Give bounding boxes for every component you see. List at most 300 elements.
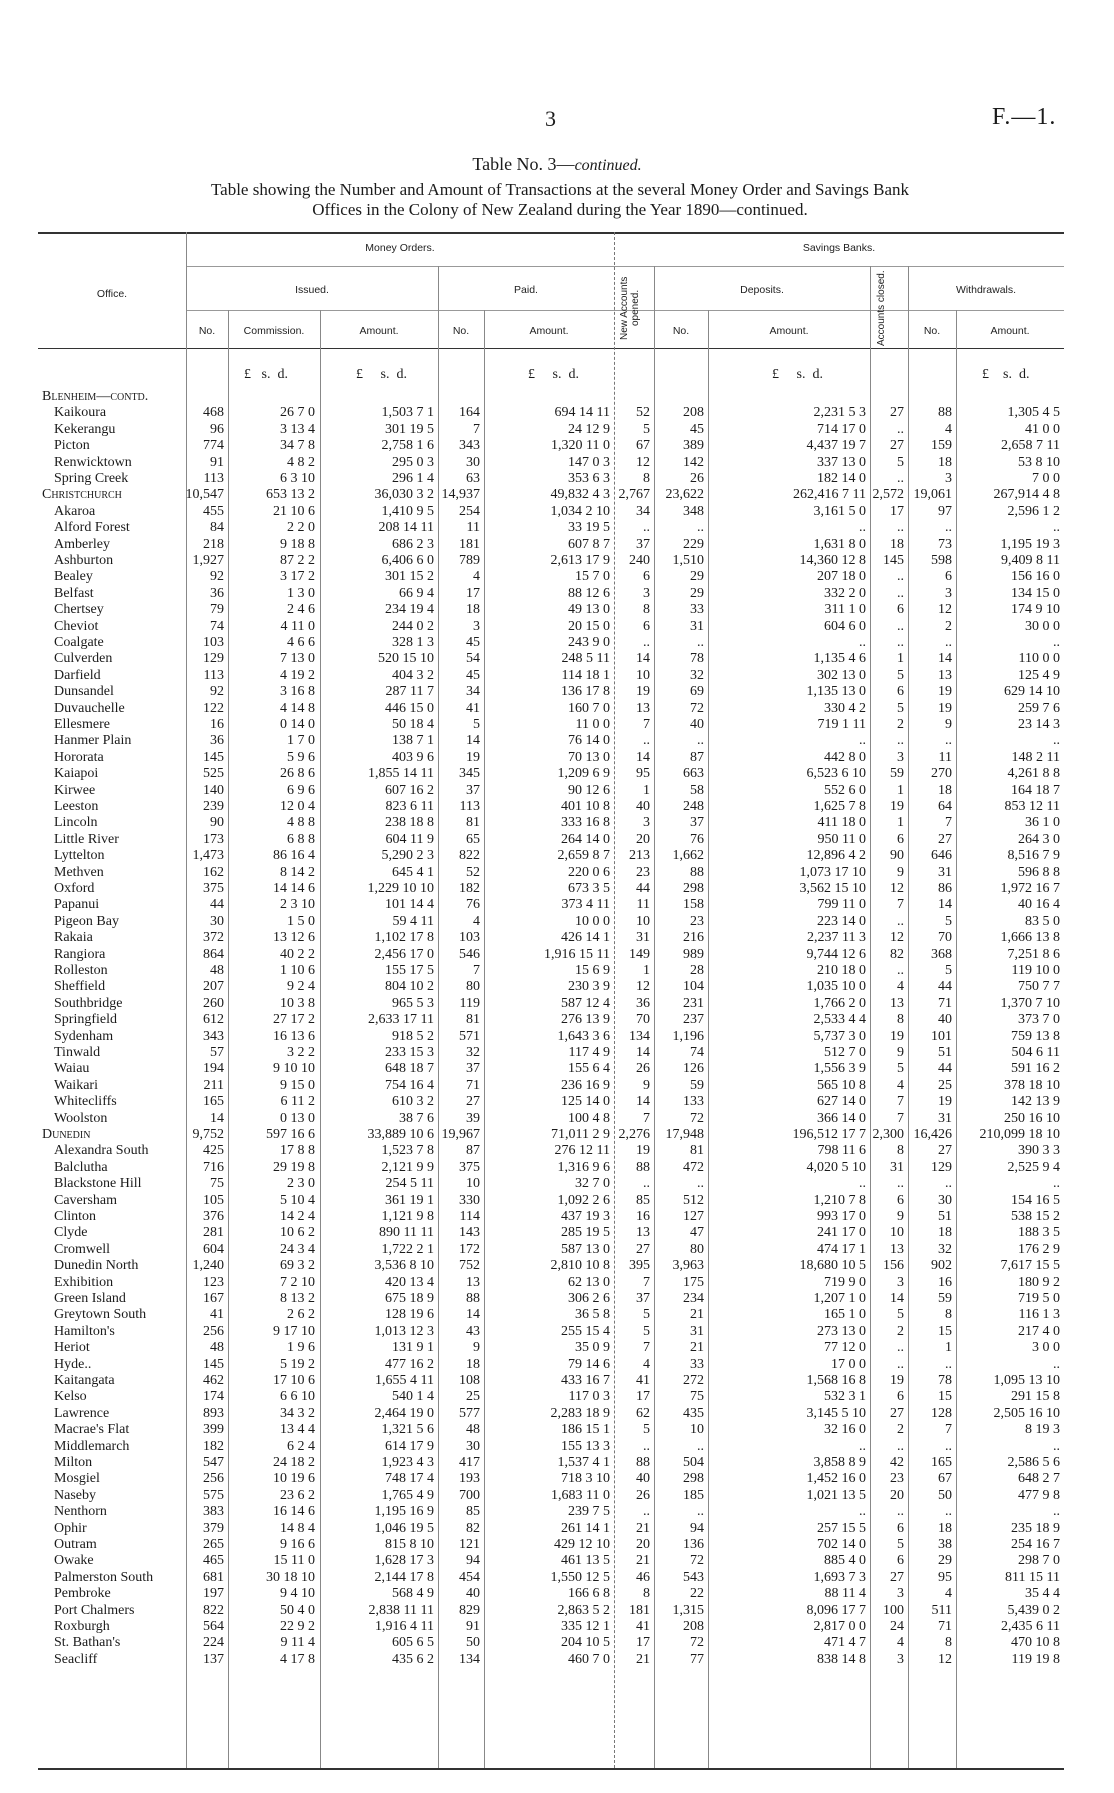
cell-issued-amount: 6,406 6 0 (381, 553, 434, 568)
cell-withdrawals-no: 71 (938, 1619, 952, 1634)
cell-commission: 4 14 8 (280, 700, 315, 716)
table-number: Table No. 3— (472, 154, 575, 174)
cell-withdrawals-amount: 35 4 4 (1025, 1586, 1060, 1602)
cell-issued-amount: 238 18 8 (385, 815, 434, 831)
cell-withdrawals-no: .. (945, 733, 952, 749)
cell-withdrawals-no: 30 (938, 1192, 952, 1208)
office-name: Caversham (54, 1192, 117, 1208)
cell-paid-amount: 32 7 0 (575, 1176, 610, 1192)
table-row (38, 1225, 1064, 1241)
header-issued: Issued. (295, 284, 329, 296)
cell-withdrawals-amount: 1,305 4 5 (1007, 405, 1060, 421)
cell-issued-amount: 296 1 4 (392, 471, 434, 486)
cell-new-accounts: 36 (636, 995, 650, 1011)
cell-deposits-amount: 207 18 0 (817, 569, 866, 585)
cell-issued-no: 113 (203, 471, 224, 486)
cell-issued-no: 10,547 (185, 487, 224, 503)
table-row (38, 1504, 1064, 1520)
cell-withdrawals-no: .. (945, 1504, 952, 1520)
cell-accounts-closed: 6 (897, 602, 904, 618)
cell-withdrawals-amount: 40 16 4 (1018, 897, 1060, 913)
cell-withdrawals-no: 44 (938, 1061, 952, 1077)
cell-paid-no: 25 (466, 1389, 480, 1405)
office-name: Milton (54, 1455, 93, 1470)
cell-deposits-no: 29 (690, 585, 704, 601)
office-name: Bealey (54, 569, 93, 585)
cell-paid-no: 32 (466, 1045, 480, 1060)
cell-paid-amount: 607 8 7 (568, 536, 610, 552)
cell-issued-no: 343 (203, 1028, 224, 1044)
cell-withdrawals-no: 44 (938, 979, 952, 995)
table-row (38, 1439, 1064, 1455)
cell-issued-no: 207 (203, 979, 224, 995)
cell-accounts-closed: 6 (897, 1553, 904, 1569)
cell-withdrawals-no: 18 (938, 1225, 952, 1241)
cell-issued-no: 1,240 (192, 1258, 224, 1274)
cell-new-accounts: 21 (636, 1553, 650, 1569)
office-name: Amberley (54, 536, 110, 552)
cell-issued-amount: 287 11 7 (385, 684, 434, 700)
cell-withdrawals-no: 129 (931, 1159, 952, 1175)
cell-issued-amount: 101 14 4 (385, 897, 434, 913)
cell-deposits-amount: 17 0 0 (831, 1356, 866, 1372)
cell-issued-amount: 1,046 19 5 (374, 1520, 434, 1536)
cell-new-accounts: 21 (636, 1520, 650, 1536)
cell-issued-no: 75 (210, 1176, 224, 1192)
cell-paid-amount: 88 12 6 (568, 585, 610, 601)
cell-paid-no: 27 (466, 1094, 480, 1110)
cell-accounts-closed: 6 (897, 1192, 904, 1208)
office-name: Outram (54, 1537, 97, 1552)
cell-withdrawals-no: 1 (945, 1340, 952, 1356)
cell-accounts-closed: .. (897, 585, 904, 601)
cell-deposits-no: 72 (690, 1553, 704, 1569)
cell-withdrawals-no: .. (945, 635, 952, 650)
table-row (38, 832, 1064, 848)
page-number: 3 (545, 106, 556, 131)
cell-deposits-no: 216 (683, 930, 704, 946)
cell-commission: 2 4 6 (287, 602, 315, 618)
cell-new-accounts: 1 (643, 963, 650, 978)
cell-issued-amount: 2,464 19 0 (374, 1405, 434, 1421)
series-label: F.—1. (992, 104, 1057, 130)
cell-paid-no: 4 (473, 913, 480, 929)
cell-paid-no: 345 (459, 766, 480, 782)
cell-withdrawals-amount: 164 18 7 (1011, 782, 1060, 798)
cell-paid-no: 13 (466, 1274, 480, 1290)
cell-issued-no: 822 (203, 1602, 224, 1618)
table-row (38, 422, 1064, 438)
cell-new-accounts: .. (643, 1504, 650, 1520)
cell-paid-amount: 49 13 0 (568, 602, 610, 618)
cell-paid-no: 789 (459, 553, 480, 568)
cell-accounts-closed: 5 (897, 1307, 904, 1323)
cell-issued-no: 455 (203, 503, 224, 519)
cell-deposits-no: 29 (690, 569, 704, 585)
cell-commission: 34 3 2 (280, 1405, 315, 1421)
cell-accounts-closed: .. (897, 520, 904, 536)
cell-commission: 3 2 2 (287, 1045, 315, 1060)
cell-paid-no: 71 (466, 1077, 480, 1093)
cell-withdrawals-amount: 23 14 3 (1018, 717, 1060, 732)
cell-issued-amount: 604 11 9 (385, 831, 434, 847)
cell-issued-amount: 2,838 11 11 (368, 1602, 434, 1618)
cell-accounts-closed: 23 (890, 1471, 904, 1487)
cell-new-accounts: .. (643, 1176, 650, 1192)
cell-commission: 9 10 10 (273, 1061, 315, 1077)
cell-commission: 597 16 6 (266, 1127, 315, 1142)
cell-paid-no: 181 (459, 536, 480, 552)
cell-issued-amount: 568 4 9 (392, 1586, 434, 1602)
cell-new-accounts: 10 (636, 913, 650, 929)
unit-pound: £ (244, 367, 251, 382)
cell-deposits-no: 74 (690, 1045, 704, 1060)
cell-withdrawals-no: 88 (938, 405, 952, 421)
cell-deposits-amount: 1,135 13 0 (806, 684, 866, 700)
cell-deposits-no: 58 (690, 782, 704, 798)
office-name: Owake (54, 1553, 94, 1569)
table-row (38, 553, 1064, 569)
cell-withdrawals-amount: 373 7 0 (1018, 1012, 1060, 1028)
cell-deposits-no: 21 (690, 1307, 704, 1323)
rule-top (38, 232, 1064, 234)
cell-issued-no: 399 (203, 1422, 224, 1438)
cell-withdrawals-amount: 853 12 11 (1004, 799, 1060, 814)
cell-withdrawals-amount: .. (1053, 520, 1060, 536)
office-name: Hamilton's (54, 1323, 115, 1339)
table-row (38, 1275, 1064, 1291)
cell-accounts-closed: 5 (897, 1537, 904, 1552)
cell-paid-no: 119 (459, 995, 480, 1011)
cell-paid-amount: 333 16 8 (561, 815, 610, 831)
cell-commission: 10 3 8 (280, 995, 315, 1011)
cell-commission: 10 6 2 (280, 1225, 315, 1241)
cell-issued-no: 74 (210, 618, 224, 634)
cell-deposits-amount: .. (859, 1504, 866, 1520)
cell-deposits-no: 208 (683, 1619, 704, 1634)
cell-deposits-amount: 9,744 12 6 (806, 946, 866, 962)
cell-paid-amount: 186 15 1 (561, 1422, 610, 1438)
cell-new-accounts: 16 (636, 1209, 650, 1224)
cell-issued-no: 182 (203, 1438, 224, 1454)
cell-commission: 9 18 8 (280, 536, 315, 552)
cell-issued-amount: 1,655 4 11 (375, 1373, 434, 1388)
table-row (38, 914, 1064, 930)
cell-accounts-closed: 156 (883, 1258, 904, 1274)
cell-issued-amount: 301 19 5 (385, 421, 434, 437)
cell-new-accounts: 395 (629, 1258, 650, 1274)
cell-accounts-closed: .. (897, 1176, 904, 1192)
cell-new-accounts: 62 (636, 1405, 650, 1421)
cell-commission: 2 2 0 (287, 520, 315, 536)
cell-accounts-closed: 2,572 (872, 487, 904, 503)
header-withdrawals-no: No. (923, 325, 941, 337)
cell-deposits-amount: 3,161 5 0 (813, 503, 866, 519)
cell-new-accounts: 26 (636, 1487, 650, 1503)
office-name: Pembroke (54, 1586, 111, 1602)
cell-withdrawals-no: 29 (938, 1553, 952, 1569)
cell-withdrawals-amount: 259 7 6 (1018, 700, 1060, 716)
cell-commission: 4 17 8 (280, 1651, 315, 1667)
cell-issued-amount: 1,410 9 5 (381, 503, 434, 519)
cell-issued-amount: 66 9 4 (399, 585, 434, 601)
cell-withdrawals-no: 15 (938, 1389, 952, 1405)
cell-paid-no: 37 (466, 782, 480, 798)
cell-withdrawals-no: 598 (931, 553, 952, 568)
cell-paid-no: 4 (473, 569, 480, 585)
cell-deposits-amount: 885 4 0 (824, 1553, 866, 1569)
cell-issued-no: 92 (210, 569, 224, 585)
unit-pence: d. (812, 367, 823, 382)
units-commission (244, 367, 288, 383)
cell-new-accounts: 44 (636, 881, 650, 896)
table-row (38, 1176, 1064, 1192)
cell-withdrawals-amount: 36 1 0 (1025, 815, 1060, 831)
cell-accounts-closed: 8 (897, 1012, 904, 1028)
cell-accounts-closed: 19 (890, 799, 904, 814)
cell-deposits-no: 17,948 (665, 1127, 704, 1142)
cell-paid-amount: 36 5 8 (575, 1307, 610, 1323)
cell-paid-amount: 1,092 2 6 (557, 1192, 610, 1208)
cell-paid-amount: 1,683 11 0 (551, 1487, 610, 1503)
cell-issued-amount: 477 16 2 (385, 1356, 434, 1372)
office-name: Springfield (54, 1012, 117, 1028)
cell-issued-amount: 155 17 5 (385, 963, 434, 978)
cell-withdrawals-no: 165 (931, 1455, 952, 1470)
cell-deposits-no: 512 (683, 1192, 704, 1208)
cell-withdrawals-amount: 1,095 13 10 (993, 1373, 1060, 1388)
table-row (38, 668, 1064, 684)
cell-commission: 2 6 2 (287, 1307, 315, 1323)
cell-deposits-no: 389 (683, 438, 704, 454)
unit-shilling: s. (1003, 367, 1012, 382)
cell-deposits-amount: 5,737 3 0 (813, 1028, 866, 1044)
cell-withdrawals-amount: 148 2 11 (1011, 749, 1060, 765)
cell-accounts-closed: 18 (890, 536, 904, 552)
cell-issued-no: 91 (210, 454, 224, 470)
cell-paid-amount: 76 14 0 (568, 733, 610, 749)
cell-deposits-amount: 257 15 5 (817, 1520, 866, 1536)
cell-deposits-amount: .. (859, 733, 866, 749)
cell-withdrawals-amount: 119 10 0 (1011, 963, 1060, 978)
header-new-accounts: New Accounts opened. (619, 276, 641, 340)
cell-deposits-no: .. (697, 1176, 704, 1192)
cell-issued-no: 167 (203, 1291, 224, 1306)
table-row (38, 1389, 1064, 1405)
table-row (38, 979, 1064, 995)
cell-issued-no: 162 (203, 864, 224, 880)
unit-pound: £ (528, 367, 535, 382)
cell-paid-no: 822 (459, 848, 480, 864)
cell-paid-amount: 24 12 9 (568, 421, 610, 437)
cell-withdrawals-amount: 188 3 5 (1018, 1225, 1060, 1241)
cell-commission: 23 6 2 (280, 1487, 315, 1503)
header-paid-no: No. (452, 325, 470, 337)
cell-deposits-no: 33 (690, 602, 704, 618)
cell-accounts-closed: 3 (897, 1274, 904, 1290)
cell-deposits-amount: 1,766 2 0 (813, 995, 866, 1011)
table-row (38, 1603, 1064, 1619)
cell-commission: 7 13 0 (280, 651, 315, 667)
cell-withdrawals-amount: 254 16 7 (1011, 1537, 1060, 1552)
office-name: Palmerston South (54, 1569, 154, 1585)
table-row (38, 1340, 1064, 1356)
cell-deposits-amount: 1,452 16 0 (806, 1471, 866, 1487)
cell-paid-amount: 79 14 6 (568, 1356, 610, 1372)
cell-commission: 3 16 8 (280, 684, 315, 700)
cell-deposits-amount: 798 11 6 (817, 1143, 866, 1159)
cell-issued-amount: 420 13 4 (385, 1274, 434, 1290)
office-name: Green Island (54, 1291, 126, 1306)
cell-paid-amount: 587 13 0 (561, 1241, 610, 1257)
cell-commission: 0 13 0 (280, 1110, 315, 1126)
cell-issued-amount: 1,121 9 8 (381, 1209, 434, 1224)
cell-paid-no: 91 (466, 1619, 480, 1634)
table-row (38, 1586, 1064, 1602)
cell-accounts-closed: .. (897, 569, 904, 585)
cell-accounts-closed: 4 (897, 1635, 904, 1651)
cell-issued-no: 92 (210, 684, 224, 700)
cell-accounts-closed: 7 (897, 897, 904, 913)
cell-withdrawals-amount: 591 16 2 (1011, 1061, 1060, 1077)
cell-paid-no: 54 (466, 651, 480, 667)
cell-accounts-closed: 145 (883, 553, 904, 568)
cell-withdrawals-amount: 8 19 3 (1025, 1422, 1060, 1438)
cell-deposits-amount: 196,512 17 7 (792, 1127, 866, 1142)
cell-new-accounts: 41 (636, 1619, 650, 1634)
cell-paid-amount: 1,320 11 0 (551, 438, 610, 454)
cell-deposits-amount: 702 14 0 (817, 1537, 866, 1552)
cell-deposits-amount: 302 13 0 (817, 667, 866, 683)
cell-new-accounts: 12 (636, 979, 650, 995)
table-row (38, 1553, 1064, 1569)
cell-deposits-no: 72 (690, 1635, 704, 1651)
table-row (38, 586, 1064, 602)
cell-deposits-no: 94 (690, 1520, 704, 1536)
cell-paid-no: 81 (466, 815, 480, 831)
cell-accounts-closed: 8 (897, 1143, 904, 1159)
cell-paid-no: 34 (466, 684, 480, 700)
cell-new-accounts: 21 (636, 1651, 650, 1667)
cell-withdrawals-amount: 217 4 0 (1018, 1323, 1060, 1339)
cell-accounts-closed: 20 (890, 1487, 904, 1503)
cell-withdrawals-no: 511 (931, 1602, 952, 1618)
office-name: Woolston (54, 1110, 108, 1126)
cell-new-accounts: 8 (643, 1586, 650, 1602)
cell-paid-amount: 239 7 5 (568, 1504, 610, 1520)
table-row (38, 1078, 1064, 1094)
cell-deposits-no: 504 (683, 1455, 704, 1470)
table-row (38, 717, 1064, 733)
office-name: Waiau (54, 1061, 90, 1077)
cell-deposits-no: 26 (690, 471, 704, 486)
cell-accounts-closed: 90 (890, 848, 904, 864)
office-name: Port Chalmers (54, 1602, 135, 1618)
cell-issued-amount: 965 5 3 (392, 995, 434, 1011)
cell-issued-no: 44 (210, 897, 224, 913)
cell-deposits-amount: 4,020 5 10 (806, 1159, 866, 1175)
cell-commission: 4 19 2 (280, 667, 315, 683)
cell-withdrawals-no: 159 (931, 438, 952, 454)
cell-accounts-closed: .. (897, 618, 904, 634)
cell-issued-amount: 244 0 2 (392, 618, 434, 634)
cell-withdrawals-no: .. (945, 1176, 952, 1192)
cell-new-accounts: 14 (636, 1094, 650, 1110)
office-name: Alexandra South (54, 1143, 149, 1159)
cell-deposits-no: 47 (690, 1225, 704, 1241)
cell-accounts-closed: .. (897, 421, 904, 437)
cell-deposits-no: 72 (690, 1110, 704, 1126)
cell-deposits-no: 472 (683, 1159, 704, 1175)
cell-issued-amount: 404 3 2 (392, 667, 434, 683)
office-name: Mosgiel (54, 1471, 100, 1487)
cell-issued-amount: 435 6 2 (392, 1651, 434, 1667)
office-name: Kaiapoi (54, 766, 99, 782)
cell-issued-no: 383 (203, 1504, 224, 1520)
table-row (38, 1193, 1064, 1209)
cell-deposits-amount: 88 11 4 (824, 1586, 866, 1602)
cell-withdrawals-amount: .. (1053, 1356, 1060, 1372)
cell-accounts-closed: 9 (897, 1209, 904, 1224)
cell-deposits-amount: 8,096 17 7 (806, 1602, 866, 1618)
cell-withdrawals-amount: 7,617 15 5 (1000, 1258, 1060, 1274)
cell-withdrawals-no: 19,061 (913, 487, 952, 503)
cell-issued-no: 103 (203, 635, 224, 650)
cell-deposits-amount: 474 17 1 (817, 1241, 866, 1257)
cell-paid-amount: 694 14 11 (554, 405, 610, 421)
cell-accounts-closed: 59 (890, 766, 904, 782)
table-row (38, 733, 1064, 749)
cell-paid-amount: 1,034 2 10 (550, 503, 610, 519)
table-row (38, 1143, 1064, 1159)
header-savings-banks: Savings Banks. (802, 242, 876, 254)
cell-issued-no: 681 (203, 1569, 224, 1585)
cell-withdrawals-no: 78 (938, 1373, 952, 1388)
cell-issued-no: 372 (203, 930, 224, 946)
cell-accounts-closed: 12 (890, 930, 904, 946)
cell-commission: 1 9 6 (287, 1340, 315, 1356)
cell-paid-no: 18 (466, 1356, 480, 1372)
cell-deposits-amount: 993 17 0 (817, 1209, 866, 1224)
cell-new-accounts: .. (643, 733, 650, 749)
cell-issued-amount: 1,229 10 10 (367, 881, 434, 896)
cell-issued-no: 239 (203, 799, 224, 814)
cell-withdrawals-amount: 156 16 0 (1011, 569, 1060, 585)
cell-accounts-closed: 5 (897, 667, 904, 683)
cell-withdrawals-amount: 538 15 2 (1011, 1209, 1060, 1224)
cell-issued-no: 57 (210, 1045, 224, 1060)
cell-paid-amount: 125 14 0 (561, 1094, 610, 1110)
cell-withdrawals-no: 13 (938, 667, 952, 683)
cell-accounts-closed: 82 (890, 946, 904, 962)
cell-paid-amount: 117 0 3 (568, 1389, 610, 1405)
cell-deposits-no: 663 (683, 766, 704, 782)
cell-withdrawals-amount: 2,505 16 10 (993, 1405, 1060, 1421)
header-money-orders: Money Orders. (365, 242, 435, 254)
units-paid-amount (528, 367, 579, 383)
cell-commission: 4 8 8 (287, 815, 315, 831)
cell-withdrawals-amount: 2,658 7 11 (1001, 438, 1060, 454)
cell-deposits-no: 23,622 (665, 487, 704, 503)
table-row (38, 438, 1064, 454)
table-row (38, 635, 1064, 651)
table-row (38, 537, 1064, 553)
cell-paid-no: 88 (466, 1291, 480, 1306)
office-name: Renwicktown (54, 454, 132, 470)
cell-accounts-closed: 2 (897, 1422, 904, 1438)
cell-withdrawals-amount: 1,972 16 7 (1000, 881, 1060, 896)
cell-withdrawals-no: 18 (938, 1520, 952, 1536)
